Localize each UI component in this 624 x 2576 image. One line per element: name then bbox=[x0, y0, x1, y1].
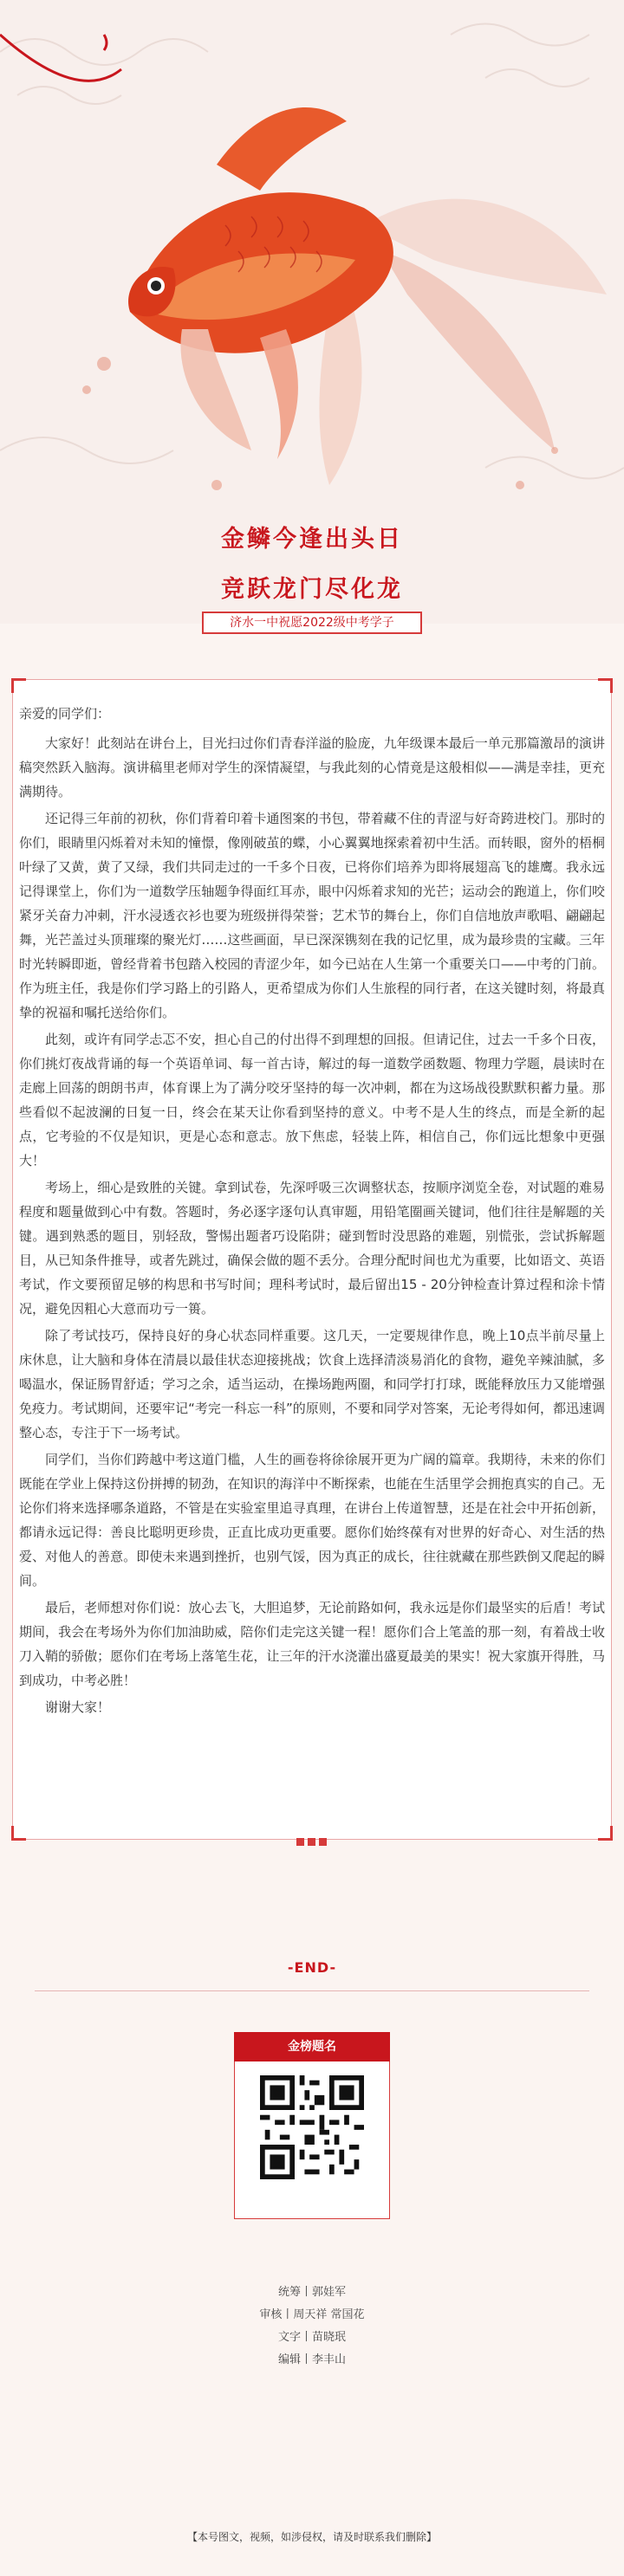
letter-greeting: 亲爱的同学们： bbox=[19, 706, 111, 722]
end-label: -END- bbox=[287, 1959, 337, 1976]
letter-body bbox=[19, 702, 605, 1722]
credits bbox=[0, 2282, 624, 2372]
page-title-line1: 金鳞今逢出头日 bbox=[221, 526, 403, 553]
subtitle-badge: 济水一中祝愿2022级中考学子 bbox=[202, 612, 422, 634]
credit-line: 审核丨周天祥 常国花 bbox=[259, 2308, 365, 2321]
credit-line: 文字丨苗晓珉 bbox=[277, 2331, 346, 2344]
credit-line: 编辑丨李丰山 bbox=[277, 2353, 346, 2366]
letter-paragraph: 考场上，细心是致胜的关键。拿到试卷，先深呼吸三次调整状态，按顺序浏览全卷，对试题的难易程度和题量做到心中有数。答题时，务必逐字逐句认真审题，用铅笔圈画关键词，他们往往是解题的关键。遇到熟悉的题目，别轻敌，警惕出题者巧设陷阱；碰到暂时没思路的难题，别慌张，尝试拆解题目，从已知条件推导，或者先跳过，确保会做的题不丢分。合理分配时间也尤为重要，比如语文、英语考试，作文要预留足够的构思和书写时间；理科考试时，最后留出15 - 20分钟检查计算过程和涂卡情况，避免因粗心大意而功亏一篑。 bbox=[19, 1180, 605, 1317]
dot bbox=[319, 1838, 327, 1846]
letter-closing: 谢谢大家！ bbox=[45, 1699, 111, 1715]
letter-paragraph: 除了考试技巧，保持良好的身心状态同样重要。这几天，一定要规律作息，晚上10点半前尽量上床休息，让大脑和身体在清晨以最佳状态迎接挑战；饮食上选择清淡易消化的食物，避免辛辣油腻，多喝温水，保证肠胃舒适；学习之余，适当运动，在操场跑两圈，和同学打打球，既能释放压力又能增强免疫力。考试期间，还要牢记“考完一科忘一科”的原则，不要和同学对答案，无论考得如何，都迅速调整心态，专注于下一场考试。 bbox=[19, 1328, 605, 1440]
letter-paragraph: 最后，老师想对你们说：放心去飞，大胆追梦，无论前路如何，我永远是你们最坚实的后盾！考试期间，我会在考场外为你们加油助威，陪你们走完这关键一程！愿你们合上笔盖的那一刻，有着战士收刀入鞘的骄傲；愿你们在考场上落笔生花，让三年的汗水浇灌出盛夏最美的果实！祝大家旗开得胜，马到成功，中考必胜！ bbox=[19, 1600, 605, 1688]
qr-header: 金榜题名 bbox=[234, 2032, 390, 2061]
frame-corner bbox=[11, 1826, 26, 1841]
letter-paragraph: 还记得三年前的初秋，你们背着印着卡通图案的书包，带着藏不住的青涩与好奇跨进校门。那时的你们，眼睛里闪烁着对未知的憧憬，像刚破茧的蝶，小心翼翼地探索着初中生活。而转眼，窗外的梧桐叶绿了又黄，黄了又绿，我们共同走过的一千多个日夜，已将你们培养为即将展翅高飞的雄鹰。我永远记得课堂上，你们为一道数学压轴题争得面红耳赤，眼中闪烁着求知的光芒；运动会的跑道上，你们咬紧牙关奋力冲刺，汗水浸透衣衫也要为班级拼得荣誉；艺术节的舞台上，你们自信地放声歌唱、翩翩起舞，光芒盖过头顶璀璨的聚光灯……这些画面，早已深深镌刻在我的记忆里，成为最珍贵的宝藏。三年时光转瞬即逝，曾经背着书包踏入校园的青涩少年，如今已站在人生第一个重要关口——中考的门前。作为班主任，我是你们学习路上的引路人，更希望成为你们人生旅程的同行者，在这关键时刻，将最真挚的祝福和嘱托送给你们。 bbox=[19, 811, 605, 1020]
credit-line: 统筹丨郭娃军 bbox=[277, 2286, 346, 2299]
frame-corner bbox=[598, 1826, 613, 1841]
letter-paragraph: 大家好！此刻站在讲台上，目光扫过你们青春洋溢的脸庞，九年级课本最后一单元那篇激昂的演讲稿突然跃入脑海。演讲稿里老师对学生的深情凝望，与我此刻的心情竟是这般相似——满是幸挂，更充满期待。 bbox=[19, 735, 605, 799]
letter-paragraph: 同学们，当你们跨越中考这道门槛，人生的画卷将徐徐展开更为广阔的篇章。我期待，未来的你们既能在学业上保持这份拼搏的韧劲，在知识的海洋中不断探索，也能在生活里学会拥抱真实的自己。无论你们将来选择哪条道路，不管是在实验室里追寻真理，在讲台上传道智慧，还是在社会中开拓创新，都请永远记得：善良比聪明更珍贵，正直比成功更重要。愿你们始终葆有对世界的好奇心、对生活的热爱、对他人的善意。即使未来遇到挫折，也别气馁，因为真正的成长，往往就藏在那些跌倒又爬起的瞬间。 bbox=[19, 1452, 605, 1589]
divider bbox=[35, 1990, 589, 1991]
frame-corner bbox=[598, 678, 613, 693]
frame-corner bbox=[11, 678, 26, 693]
dot bbox=[308, 1838, 315, 1846]
dot bbox=[296, 1838, 304, 1846]
page-title-line2: 竞跃龙门尽化龙 bbox=[221, 576, 403, 603]
letter-paragraph: 此刻，或许有同学忐忑不安，担心自己的付出得不到理想的回报。但请记住，过去一千多个日夜，你们挑灯夜战背诵的每一个英语单词、每一首古诗，解过的每一道数学函数题、物理力学题，晨读时在走廊上回荡的朗朗书声，体育课上为了满分咬牙坚持的每一次冲刺，都在为这场战役默默积蓄力量。那些看似不起波澜的日复一日，终会在某天让你看到坚持的意义。中考不是人生的终点，而是全新的起点，它考验的不仅是知识，更是心态和意志。放下焦虑，轻装上阵，相信自己，你们远比想象中更强大！ bbox=[19, 1032, 605, 1168]
qr-code-icon[interactable] bbox=[260, 2075, 364, 2179]
copyright-notice: 【本号图文，视频，如涉侵权，请及时联系我们删除】 bbox=[186, 2531, 437, 2543]
decorative-dots bbox=[295, 1833, 328, 1849]
